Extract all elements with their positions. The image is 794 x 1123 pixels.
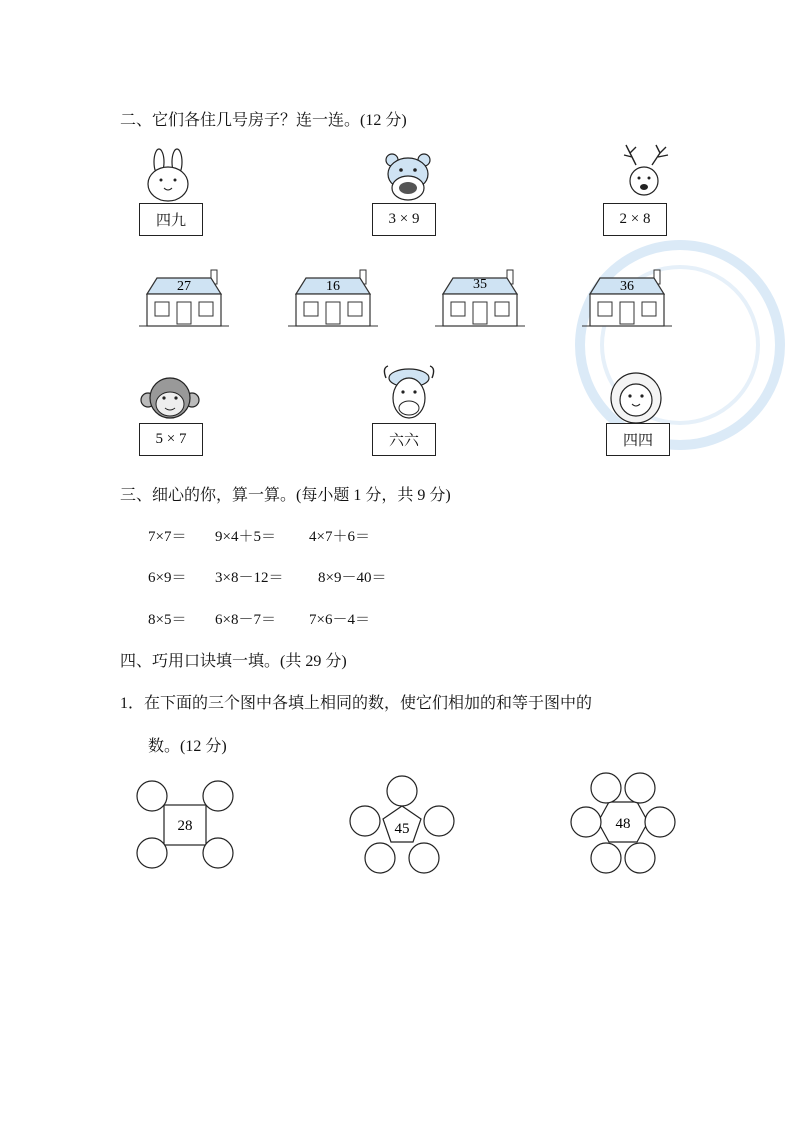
equation: 8×5＝ (148, 612, 187, 628)
blank-circle[interactable] (387, 776, 417, 806)
blank-circle[interactable] (625, 843, 655, 873)
house-1 (139, 268, 229, 332)
card-bottom-3 (606, 423, 670, 456)
equation: 7×6－4＝ (309, 612, 370, 628)
lion-icon (608, 370, 664, 426)
house-number: 36 (620, 279, 634, 294)
card-bottom-2 (372, 423, 436, 456)
card-label: 2 × 8 (619, 211, 651, 227)
house-4 (582, 268, 672, 332)
deer-icon (614, 143, 674, 205)
equation: 6×9＝ (148, 570, 187, 586)
question-1-line-1: 1．在下面的三个图中各填上相同的数，使它们相加的和等于图中的 (120, 695, 593, 712)
monkey-icon (138, 374, 202, 426)
question-1-line-2: 数。(12 分) (148, 738, 227, 755)
blank-circle[interactable] (137, 838, 167, 868)
house-number: 16 (326, 279, 340, 294)
card-label: 5 × 7 (155, 431, 187, 447)
figure-hexagon-48 (566, 770, 680, 876)
section-3-heading: 三、细心的你，算一算。(每小题 1 分，共 9 分) (120, 487, 451, 504)
card-top-1 (139, 203, 203, 236)
hippo-icon (380, 152, 436, 206)
house-number: 27 (177, 279, 191, 294)
figure-pentagon-45 (345, 772, 457, 876)
section-2-heading: 二、它们各住几号房子？连一连。(12 分) (120, 112, 407, 129)
card-label: 3 × 9 (388, 211, 420, 227)
blank-circle[interactable] (365, 843, 395, 873)
figure-number: 45 (394, 821, 410, 837)
house-2 (288, 268, 378, 332)
blank-circle[interactable] (137, 781, 167, 811)
blank-circle[interactable] (424, 806, 454, 836)
rabbit-icon (140, 148, 196, 206)
equation: 8×9－40＝ (318, 570, 387, 586)
equation: 6×8－7＝ (215, 612, 276, 628)
figure-number: 28 (177, 818, 193, 834)
house-number: 35 (473, 277, 487, 292)
blank-circle[interactable] (350, 806, 380, 836)
blank-circle[interactable] (203, 838, 233, 868)
figure-square-28 (130, 775, 240, 875)
blank-circle[interactable] (203, 781, 233, 811)
blank-circle[interactable] (645, 807, 675, 837)
card-label: 六六 (388, 433, 419, 449)
equation: 7×7＝ (148, 529, 187, 545)
blank-circle[interactable] (591, 773, 621, 803)
equation: 3×8－12＝ (215, 570, 284, 586)
blank-circle[interactable] (625, 773, 655, 803)
figure-number: 48 (615, 816, 631, 832)
card-bottom-1 (139, 423, 203, 456)
blank-circle[interactable] (571, 807, 601, 837)
house-3 (435, 268, 525, 332)
blank-circle[interactable] (409, 843, 439, 873)
card-top-2 (372, 203, 436, 236)
section-4-heading: 四、巧用口诀填一填。(共 29 分) (120, 653, 347, 670)
card-label: 四四 (622, 433, 653, 449)
card-label: 四九 (155, 213, 186, 229)
equation: 9×4＋5＝ (215, 529, 276, 545)
cow-icon (378, 364, 440, 426)
equation: 4×7＋6＝ (309, 529, 370, 545)
blank-circle[interactable] (591, 843, 621, 873)
